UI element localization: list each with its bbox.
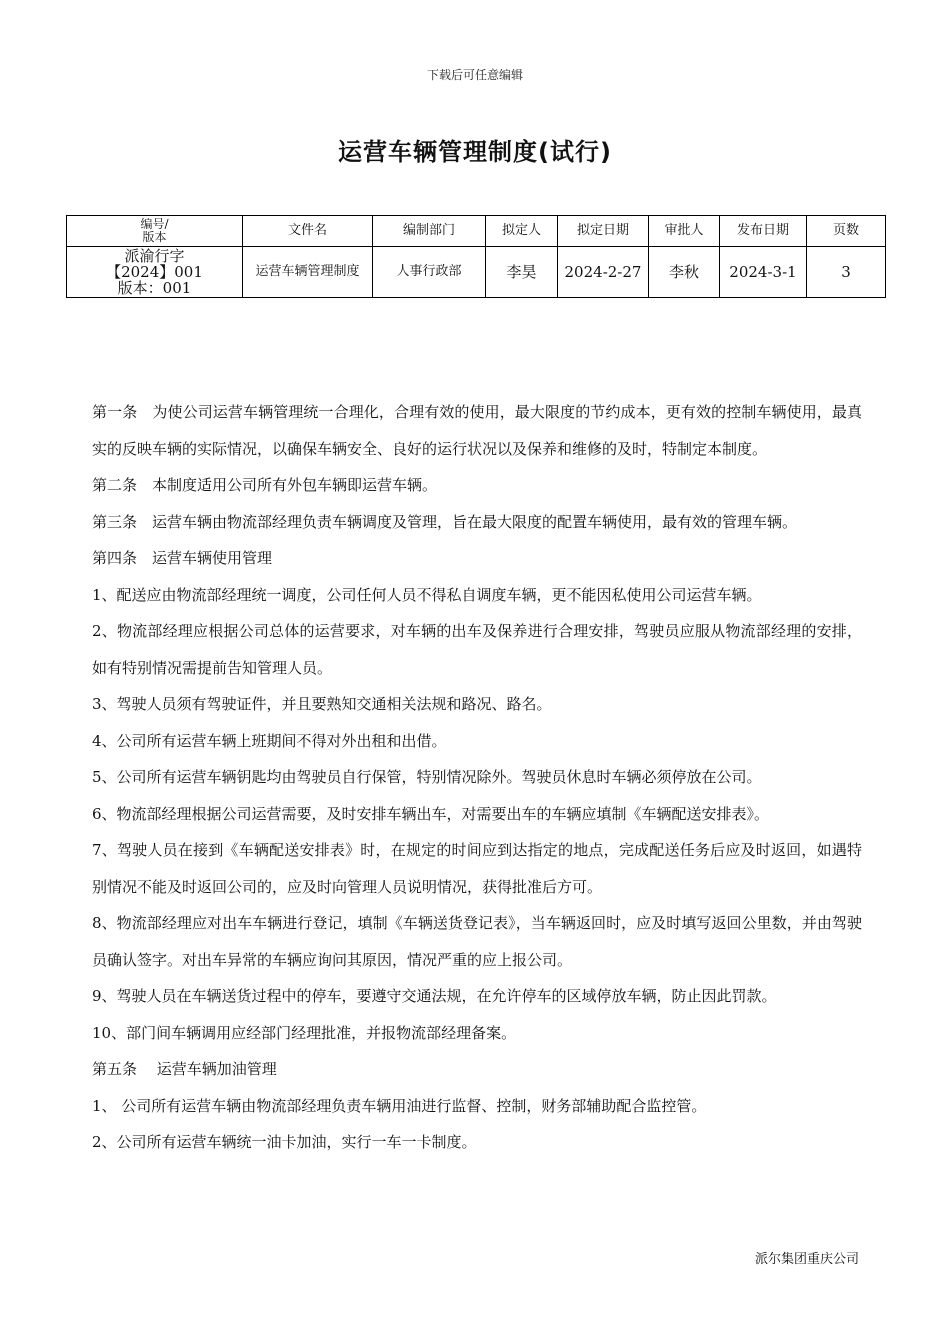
paragraph: 3、驾驶人员须有驾驶证件，并且要熟知交通相关法规和路况、路名。 xyxy=(92,695,552,713)
paragraph: 2、物流部经理应根据公司总体的运营要求，对车辆的出车及保养进行合理安排，驾驶员应服从物流部经理的安排，如有特别情况需提前告知管理人员。 xyxy=(92,622,862,677)
meta-header-publish-date: 发布日期 xyxy=(720,216,807,247)
paragraph: 1、 公司所有运营车辆由物流部经理负责车辆用油进行监督、控制，财务部辅助配合监控管。 xyxy=(92,1096,707,1115)
meta-number-cell xyxy=(67,247,243,298)
meta-header-filename: 文件名 xyxy=(243,216,373,247)
meta-header-department: 编制部门 xyxy=(373,216,486,247)
document-meta-table xyxy=(66,215,886,298)
meta-filename: 运营车辆管理制度 xyxy=(243,247,373,298)
paragraph: 9、驾驶人员在车辆送货过程中的停车，要遵守交通法规，在允许停车的区域停放车辆，防止因此罚款。 xyxy=(92,987,777,1005)
meta-pages: 3 xyxy=(807,247,886,298)
meta-header-pages: 页数 xyxy=(807,216,886,247)
document-title: 运营车辆管理制度(试行) xyxy=(338,138,612,166)
meta-header-row xyxy=(67,216,886,247)
meta-value-row xyxy=(67,247,886,298)
meta-header-draft-date: 拟定日期 xyxy=(558,216,649,247)
paragraph: 7、驾驶人员在接到《车辆配送安排表》时，在规定的时间应到达指定的地点，完成配送任务后应及时返回，如遇特别情况不能及时返回公司的，应及时向管理人员说明情况，获得批准后方可。 xyxy=(92,841,862,896)
meta-number-line2: 【2024】001 xyxy=(106,263,203,281)
section-heading: 第四条 运营车辆使用管理 xyxy=(92,549,273,567)
meta-drafter: 李昊 xyxy=(486,247,558,298)
paragraph: 8、物流部经理应对出车车辆进行登记，填制《车辆送货登记表》，当车辆返回时，应及时填写返回公里数，并由驾驶员确认签字。对出车异常的车辆应询问其原因，情况严重的应上报公司。 xyxy=(92,914,862,969)
paragraph: 第一条 为使公司运营车辆管理统一合理化，合理有效的使用，最大限度的节约成本，更有效的控制车辆使用，最真实的反映车辆的实际情况，以确保车辆安全、良好的运行状况以及保养和维修的及时，特制定本制度。 xyxy=(92,403,862,458)
meta-number-line1: 派渝行字 xyxy=(124,247,185,265)
meta-publish-date: 2024-3-1 xyxy=(720,247,807,298)
meta-header-approver: 审批人 xyxy=(649,216,720,247)
paragraph: 4、公司所有运营车辆上班期间不得对外出租和出借。 xyxy=(92,731,447,750)
paragraph: 2、公司所有运营车辆统一油卡加油，实行一车一卡制度。 xyxy=(92,1133,477,1151)
meta-draft-date: 2024-2-27 xyxy=(558,247,649,298)
meta-department: 人事行政部 xyxy=(373,247,486,298)
footer-company: 派尔集团重庆公司 xyxy=(754,1252,859,1267)
document-body xyxy=(92,394,862,1161)
paragraph: 5、公司所有运营车辆钥匙均由驾驶员自行保管，特别情况除外。驾驶员休息时车辆必须停放在公司。 xyxy=(92,768,762,786)
meta-header-number: 编号/ 版本 xyxy=(67,216,243,247)
header-note: 下载后可任意编辑 xyxy=(426,68,523,82)
section-heading: 第五条 运营车辆加油管理 xyxy=(92,1060,277,1078)
meta-number-line3: 版本：001 xyxy=(117,279,192,297)
paragraph: 第二条 本制度适用公司所有外包车辆即运营车辆。 xyxy=(92,476,438,494)
meta-header-drafter: 拟定人 xyxy=(486,216,558,247)
meta-approver: 李秋 xyxy=(649,247,720,298)
paragraph: 10、部门间车辆调用应经部门经理批准，并报物流部经理备案。 xyxy=(92,1023,517,1042)
paragraph: 6、物流部经理根据公司运营需要，及时安排车辆出车，对需要出车的车辆应填制《车辆配送安排表》。 xyxy=(92,804,770,823)
paragraph: 第三条 运营车辆由物流部经理负责车辆调度及管理，旨在最大限度的配置车辆使用，最有效的管理车辆。 xyxy=(92,512,798,531)
paragraph: 1、配送应由物流部经理统一调度，公司任何人员不得私自调度车辆，更不能因私使用公司运营车辆。 xyxy=(92,585,762,604)
